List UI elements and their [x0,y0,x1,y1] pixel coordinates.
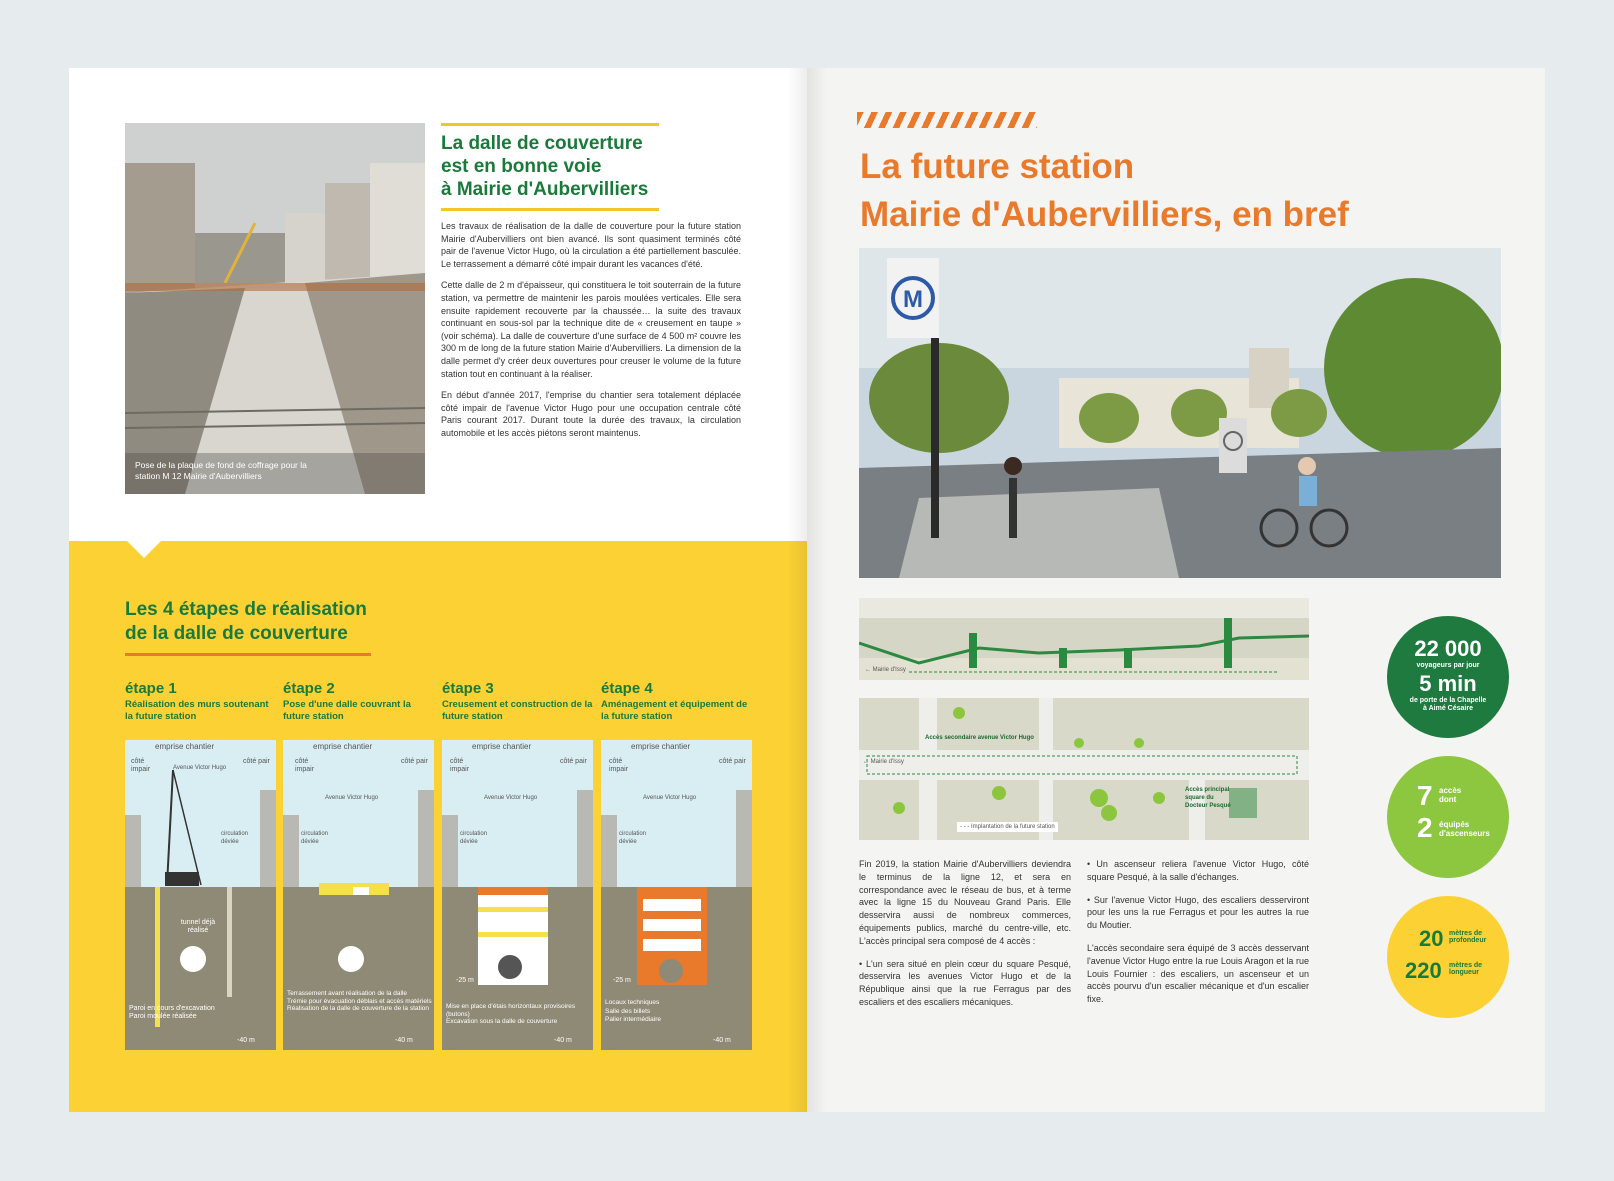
stat-value: 5 min [1419,671,1477,696]
construction-photo [125,123,425,494]
mairie-issy-label: ← Mairie d'Issy [863,759,904,765]
ground [442,887,593,1050]
side-right-label: côté pair [560,758,587,765]
ground [125,887,276,1050]
ground [283,887,434,1050]
station-render-photo [859,248,1501,578]
steps-title-line-1: Les 4 étapes de réalisation [125,599,367,620]
circulation-label: circulation déviée [301,831,329,845]
side-left-label: côté impair [450,758,470,773]
title-line-2: est en bonne voie [441,156,602,177]
legend-item: Mise en place d'étais horizontaux provisoires (butons) [446,1003,576,1018]
paragraph: L'accès secondaire sera équipé de 3 accès desservant l'avenue Victor Hugo entre la rue Louis Aragon et la rue Louis Fournier : des escaliers, un ascenseur et un accès pourvu d'un escalier mécanique et d'un escalier fixe. [1087,942,1309,1005]
step-1-header [125,680,277,723]
article-body [441,220,741,449]
legend-item: Excavation sous la dalle de couverture [446,1018,558,1025]
right-page [807,68,1545,1112]
step-title: étape 2 [283,680,335,697]
article-title [441,132,741,201]
side-right-label: côté pair [719,758,746,765]
mairie-issy-label: ← Mairie d'Issy [865,667,906,673]
step-title: étape 3 [442,680,494,697]
stat-value: 7 [1417,780,1433,811]
avenue-label: Avenue Victor Hugo [325,795,379,801]
step-2-diagram [283,740,434,1050]
left-page [69,68,807,1112]
steps-title-rule [125,653,371,656]
secondary-access-label: Accès secondaire avenue Victor Hugo [925,735,1034,741]
stat-value: 22 000 [1414,636,1482,661]
title-line-3: à Mairie d'Aubervilliers [441,179,649,200]
emprise-label: emprise chantier [155,742,215,751]
stat-value: 220 [1405,958,1442,983]
title-line-1: La dalle de couverture [441,133,643,154]
body-column-1 [859,858,1071,1019]
title-rule-top [441,123,659,126]
station-area-map [859,698,1309,840]
depth-label-2: -25 m [456,977,474,984]
paragraph: Cette dalle de 2 m d'épaisseur, qui constituera le toit souterrain de la future station, va permettre de maintenir les parois moulées verticales. Elle sera ensuite rapidement recouverte par la chaussée… la suite des travaux continuant en sous-sol par la technique dite de « creusement en taupe » (voir schéma). La dalle de couverture d'une surface de 4 500 m² couvre les 300 m de long de la future station Mairie d'Aubervilliers. La dimension de la dalle permet d'y créer deux ouvertures pour creuser le volume de la future station tout en continuant à la réaliser. [441,280,741,379]
paragraph: • Sur l'avenue Victor Hugo, des escaliers desserviront pour les uns la rue Ferragus et pour les autres la rue du Moutier. [1087,894,1309,931]
depth-label: -40 m [237,1037,255,1044]
legend-item: Réalisation de la dalle de couverture de la station [287,1005,430,1012]
stat-label: de porte de la Chapelle à Aimé Césaire [1409,697,1487,712]
page-title [860,143,1349,239]
side-left-label: côté impair [131,758,151,773]
step-4-header [601,680,753,723]
title-line-2: Mairie d'Aubervilliers, en bref [860,195,1349,234]
emprise-label: emprise chantier [313,742,373,751]
depth-label: -40 m [395,1037,413,1044]
depth-label: -40 m [713,1037,731,1044]
legend-item: Paroi en cours d'excavation [129,1005,215,1012]
title-rule-bottom [441,208,659,211]
emprise-label: emprise chantier [631,742,691,751]
paragraph: • L'un sera situé en plein cœur du square Pesqué, desservira les avenues Victor Hugo et de la République ainsi que la rue Ferragus par des escaliers et des escaliers mécaniques. [859,958,1071,1007]
tunnel-label: tunnel déjà réalisé [180,919,216,934]
photo-caption: Pose de la plaque de fond de coffrage pour la station M 12 Mairie d'Aubervilliers [135,460,307,481]
stat-circle-ridership [1387,616,1509,738]
paragraph: En début d'année 2017, l'emprise du chantier sera totalement déplacée côté impair de l'avenue Victor Hugo pour une occupation centrale côté Paris courant 2017. Durant toute la durée des travaux, la circulation automobile et les accès piétons seront maintenus. [441,390,741,438]
stat-value: 20 [1419,926,1444,951]
step-subtitle: Aménagement et équipement de la future station [601,699,748,722]
step-4-diagram [601,740,752,1050]
stat-circle-dimensions [1387,896,1509,1018]
step-title: étape 1 [125,680,177,697]
body-column-2 [1087,858,1309,1016]
avenue-label: Avenue Victor Hugo [484,795,538,801]
step-subtitle: Creusement et construction de la future station [442,699,593,722]
depth-label-2: -25 m [613,977,631,984]
step-3-header [442,680,594,723]
circulation-label: circulation déviée [460,831,488,845]
avenue-label: Avenue Victor Hugo [173,765,227,771]
svg-text:M: M [903,286,923,313]
side-left-label: côté impair [295,758,315,773]
step-title: étape 4 [601,680,653,697]
legend-item: Trémie pour évacuation déblais et accès matériels [287,997,432,1005]
side-right-label: côté pair [243,758,270,765]
stat-value: 2 [1417,812,1433,843]
steps-title-line-2: de la dalle de couverture [125,623,348,644]
legend-item: Terrassement avant réalisation de la dalle [287,990,407,997]
side-left-label: côté impair [609,758,629,773]
legend-item: Locaux techniques [605,999,660,1006]
legend-item: Palier intermédiaire [605,1016,661,1023]
stat-label: mètres de longueur [1449,962,1483,976]
implantation-legend: - - - Implantation de la future station [957,822,1058,832]
section-notch [126,540,162,558]
step-3-diagram [442,740,593,1050]
stat-label: voyageurs par jour [1416,662,1480,669]
circulation-label: circulation déviée [221,831,249,845]
paragraph: Fin 2019, la station Mairie d'Aubervilliers deviendra le terminus de la ligne 12, et sera en correspondance avec le réseau de bus, et à terme avec la ligne 15 du Nouveau Grand Paris. Elle desservira aussi de nombreux commerces, équipements publics, marché du centre-ville, etc. L'accès principal sera composé de 4 accès : [859,859,1071,946]
step-subtitle: Pose d'une dalle couvrant la future station [283,699,411,722]
stat-label: accès dont [1439,786,1462,804]
decorative-stripes [857,112,1037,128]
legend-item: Paroi moulée réalisée [129,1013,197,1020]
stat-circle-access [1387,756,1509,878]
side-right-label: côté pair [401,758,428,765]
steps-title [125,598,367,646]
station-section-plan [859,598,1309,680]
depth-label: -40 m [554,1037,572,1044]
step-2-header [283,680,435,723]
brochure-spread [69,68,1545,1112]
emprise-label: emprise chantier [472,742,532,751]
paragraph: Les travaux de réalisation de la dalle de couverture pour la future station Mairie d'Aubervilliers ont bien avancé. Ils sont quasiment terminés côté pair de l'avenue Victor Hugo, où la circulation a été partiellement basculée. Le terrassement a démarré côté impair durant les vacances d'été. [441,221,741,269]
avenue-label: Avenue Victor Hugo [643,795,697,801]
stat-label: équipés d'ascenseurs [1439,820,1490,838]
title-line-1: La future station [860,147,1135,186]
ground [601,887,752,1050]
main-access-label: Accès principal square du Docteur Pesqué [1185,787,1231,809]
step-subtitle: Réalisation des murs soutenant la future station [125,699,269,722]
legend-item: Salle des billets [605,1007,651,1015]
circulation-label: circulation déviée [619,831,647,845]
stat-label: mètres de profondeur [1449,930,1487,944]
paragraph: • Un ascenseur reliera l'avenue Victor Hugo, côté square Pesqué, à la salle d'échanges. [1087,859,1309,882]
step-1-diagram [125,740,276,1050]
